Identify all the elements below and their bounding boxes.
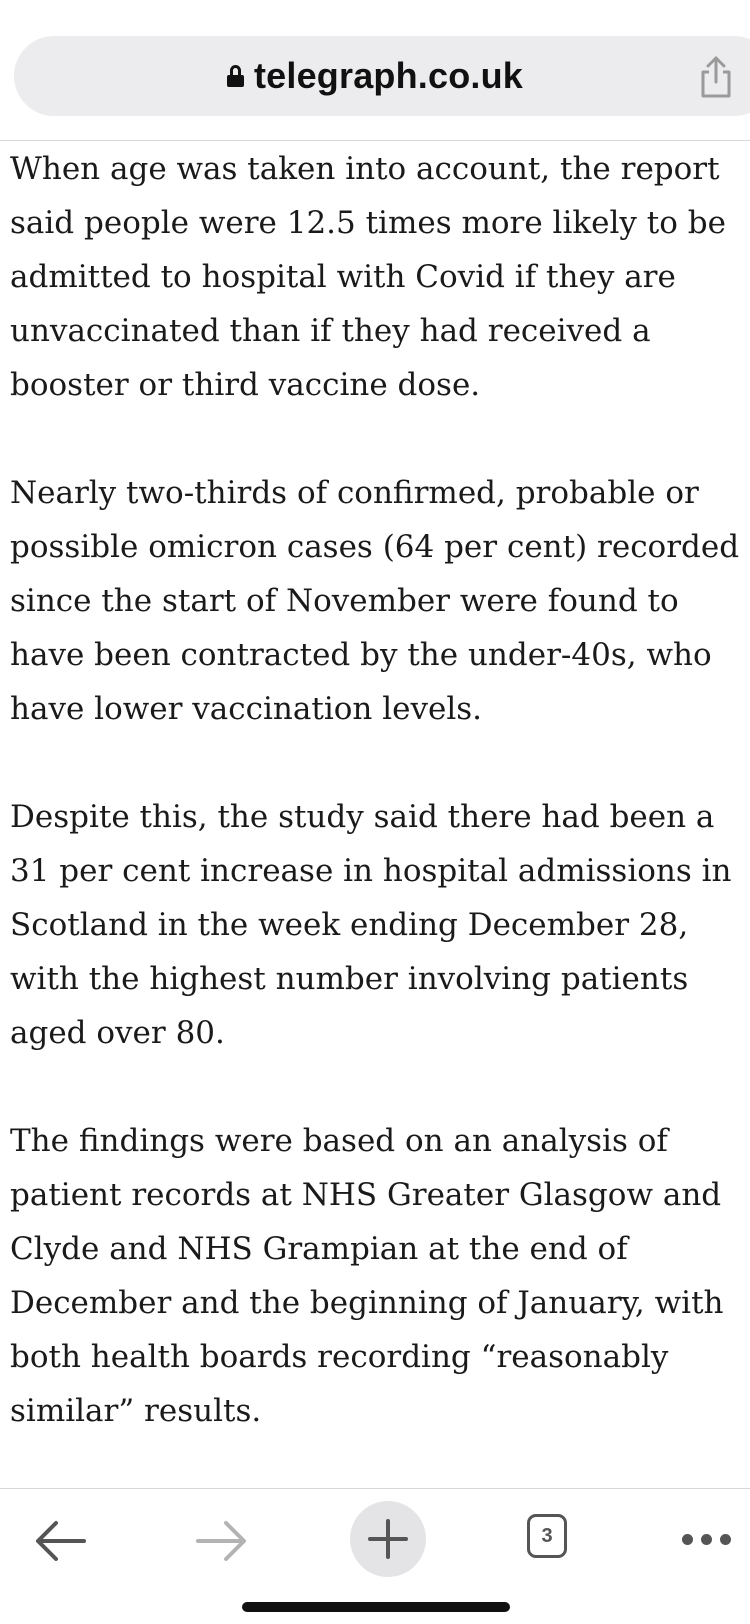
text-line: since the start of November were found to	[10, 583, 679, 619]
text-line: have lower vaccination levels.	[10, 691, 483, 727]
text-line: aged over 80.	[10, 1015, 225, 1051]
text-line: said people were 12.5 times more likely to be	[10, 205, 726, 241]
text-line: have been contracted by the under-40s, who	[10, 637, 712, 673]
text-line: Clyde and NHS Grampian at the end of	[10, 1231, 628, 1267]
plus-icon	[366, 1517, 410, 1561]
article-paragraph	[10, 142, 750, 412]
text-line: admitted to hospital with Covid if they are	[10, 259, 676, 295]
text-line: The findings were based on an analysis of	[10, 1123, 668, 1159]
back-arrow-icon	[32, 1517, 88, 1565]
text-line: 31 per cent increase in hospital admissions in	[10, 853, 732, 889]
more-dots-icon	[678, 1534, 735, 1545]
article-paragraph	[10, 1114, 750, 1438]
article-paragraph	[10, 790, 750, 1060]
back-button[interactable]	[28, 1509, 92, 1573]
new-tab-button[interactable]	[350, 1501, 426, 1577]
share-icon[interactable]	[696, 54, 736, 100]
text-line: possible omicron cases (64 per cent) recorded	[10, 529, 740, 565]
text-line: When age was taken into account, the report	[10, 151, 720, 187]
text-line: Despite this, the study said there had been a	[10, 799, 715, 835]
top-divider	[0, 140, 750, 141]
tabs-button[interactable]	[526, 1513, 568, 1559]
forward-arrow-icon	[194, 1517, 250, 1565]
forward-button[interactable]	[190, 1509, 254, 1573]
home-indicator[interactable]	[242, 1602, 510, 1612]
more-menu-button[interactable]	[668, 1519, 744, 1559]
article-paragraph	[10, 466, 750, 736]
text-line: Nearly two-thirds of confirmed, probable or	[10, 475, 699, 511]
lock-icon	[227, 71, 244, 87]
tab-count: 3	[541, 1524, 553, 1547]
tabs-icon	[527, 1514, 567, 1558]
text-line: December and the beginning of January, with	[10, 1285, 724, 1321]
text-line: similar” results.	[10, 1393, 262, 1429]
text-line: unvaccinated than if they had received a	[10, 313, 651, 349]
text-line: with the highest number involving patients	[10, 961, 689, 997]
text-line: booster or third vaccine dose.	[10, 367, 481, 403]
text-line: both health boards recording “reasonably	[10, 1339, 669, 1375]
url-text[interactable]: telegraph.co.uk	[253, 55, 524, 96]
article-body	[10, 142, 750, 1492]
address-bar-content[interactable]	[0, 36, 750, 116]
text-line: patient records at NHS Greater Glasgow and	[10, 1177, 722, 1213]
text-line: Scotland in the week ending December 28,	[10, 907, 689, 943]
browser-toolbar	[0, 1489, 750, 1599]
